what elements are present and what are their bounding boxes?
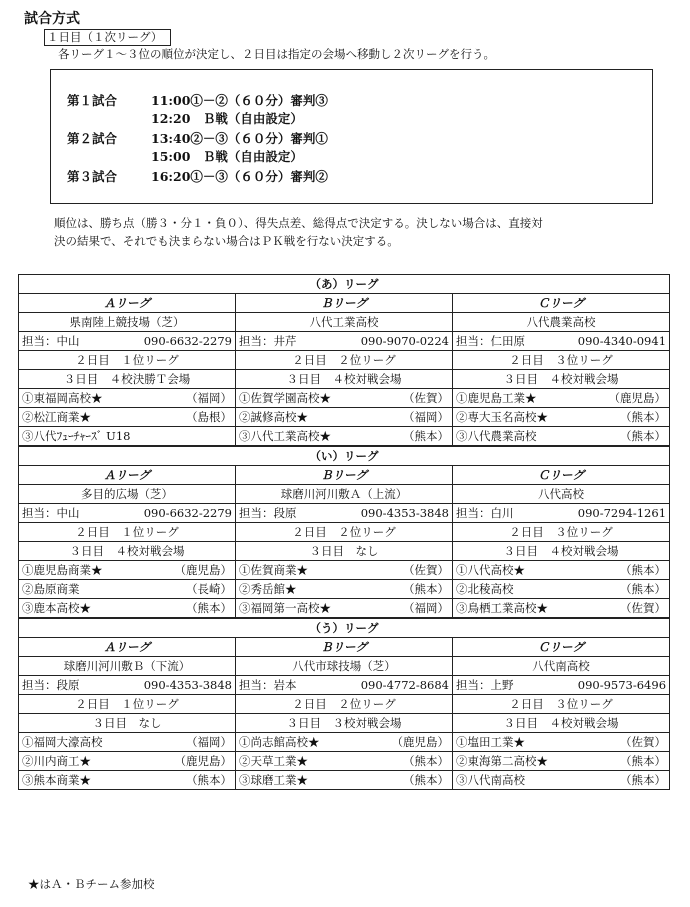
contact-phone: 090-4772-8684 [360,678,449,692]
match-3-row [67,168,328,186]
league-contact [19,676,236,695]
match-2-row [67,130,328,148]
team-prefecture: （福岡） [403,601,449,615]
team-school: ②専大玉名高校★ [456,410,548,424]
team-prefecture: （佐賀） [403,391,449,405]
league-name: Ａリーグ [19,466,236,485]
group-title-row [19,446,670,466]
footnote: ★はＡ・Ｂチーム参加校 [28,877,155,891]
league-day3: ３日目 ３校対戦会場 [236,714,453,733]
league-day3: ３日目 ４校決勝Ｔ会場 [19,370,236,389]
group-title: （う）リーグ [19,618,670,638]
contact-person: 担当：仁田原 [456,334,525,348]
team-cell [236,561,453,580]
group-title-row [19,275,670,294]
team-school: ②北稜高校 [456,582,514,596]
team-cell [19,733,236,752]
team-prefecture: （熊本） [186,601,232,615]
match-1-row [67,92,328,110]
team-row [19,427,670,447]
match-detail: 11:00①－②（６０分）審判③ [151,93,328,108]
league-venue: 八代農業高校 [453,313,670,332]
team-cell [19,561,236,580]
contact-phone: 090-6632-2279 [143,506,232,520]
league-name: Ｂリーグ [236,466,453,485]
match-1-b-row [67,110,303,128]
contact-phone: 090-6632-2279 [143,334,232,348]
day1-label: １日目（１次リーグ） [44,29,171,46]
league-day2-rank: ２日目 １位リーグ [19,523,236,542]
league-day2-rank-row [19,351,670,370]
team-school: ①尚志館高校★ [239,735,320,749]
league-day2-rank: ２日目 ３位リーグ [453,523,670,542]
league-contact [453,676,670,695]
league-day3-row [19,370,670,389]
team-prefecture: （熊本） [403,773,449,787]
team-prefecture: （熊本） [620,563,667,577]
league-day3-row [19,542,670,561]
team-school: ①福岡大濠高校 [22,735,103,749]
team-school: ③八代ﾌｭｰﾁｬｰｽﾞ U18 [22,429,131,443]
team-cell [19,771,236,790]
team-cell [453,599,670,619]
league-venue: 八代高校 [453,485,670,504]
league-day2-rank: ２日目 ３位リーグ [453,351,670,370]
team-school: ③球磨工業★ [239,773,308,787]
section-heading: 試合方式 [24,11,80,27]
team-prefecture: （鹿児島） [174,754,232,768]
team-prefecture: （熊本） [403,582,449,596]
league-name: Ａリーグ [19,294,236,313]
team-school: ③福岡第一高校★ [239,601,331,615]
league-venue: 八代南高校 [453,657,670,676]
contact-phone: 090-9070-0224 [360,334,449,348]
team-school: ①八代高校★ [456,563,525,577]
league-venue: 県南陸上競技場（芝） [19,313,236,332]
league-day3: ３日目 ４校対戦会場 [19,542,236,561]
team-school: ①鹿児島工業★ [456,391,537,405]
team-cell [19,580,236,599]
league-venue: 球磨川河川敷Ｂ（下流） [19,657,236,676]
contact-person: 担当：井芹 [239,334,297,348]
league-name: Ａリーグ [19,638,236,657]
match-b-detail: 15:00 Ｂ戦（自由設定） [151,149,303,164]
team-row [19,771,670,790]
match-2-b-row [67,148,303,166]
team-cell [236,389,453,408]
team-prefecture: （熊本） [620,429,667,443]
team-school: ③熊本商業★ [22,773,91,787]
contact-person: 担当：中山 [22,506,80,520]
team-cell [236,599,453,619]
team-cell [236,580,453,599]
team-prefecture: （佐賀） [403,563,449,577]
league-name-row [19,294,670,313]
team-prefecture: （熊本） [620,410,667,424]
league-day3: ３日目 ４校対戦会場 [453,714,670,733]
league-day2-rank-row [19,523,670,542]
team-school: ③鳥栖工業高校★ [456,601,548,615]
team-prefecture: （佐賀） [620,735,667,749]
team-school: ②秀岳館★ [239,582,297,596]
league-name: Ｃリーグ [453,638,670,657]
match-label: 第２試合 [67,131,118,146]
team-cell [19,408,236,427]
match-detail: 16:20①－③（６０分）審判② [151,169,328,184]
team-cell [19,752,236,771]
team-school: ③鹿本高校★ [22,601,91,615]
team-school: ①佐賀商業★ [239,563,308,577]
contact-person: 担当：段原 [22,678,80,692]
match-b-detail: 12:20 Ｂ戦（自由設定） [151,111,303,126]
team-row [19,733,670,752]
team-cell [236,408,453,427]
team-cell [453,408,670,427]
league-contact [236,676,453,695]
league-venue: 球磨川河川敷Ａ（上流） [236,485,453,504]
league-venue-row [19,313,670,332]
team-row [19,599,670,619]
team-prefecture: （熊本） [620,582,667,596]
group-title: （あ）リーグ [19,275,670,294]
team-prefecture: （福岡） [403,410,449,424]
ranking-note [54,214,684,250]
team-school: ②東海第二高校★ [456,754,548,768]
league-contact [453,332,670,351]
match-label: 第３試合 [67,169,118,184]
league-day2-rank: ２日目 ２位リーグ [236,695,453,714]
team-row [19,580,670,599]
league-day3: ３日目 ４校対戦会場 [453,542,670,561]
league-day3: ３日目 ４校対戦会場 [236,370,453,389]
team-cell [19,599,236,619]
team-cell [453,389,670,408]
contact-phone: 090-7294-1261 [577,506,667,520]
team-prefecture: （福岡） [186,391,232,405]
league-table [18,274,670,790]
team-school: ①東福岡高校★ [22,391,103,405]
league-contact [19,504,236,523]
team-cell [236,752,453,771]
league-contact [19,332,236,351]
team-prefecture: （島根） [186,410,232,424]
team-school: ①塩田工業★ [456,735,525,749]
contact-phone: 090-4353-3848 [143,678,232,692]
team-school: ③八代工業高校★ [239,429,331,443]
team-prefecture: （鹿児島） [608,391,667,405]
league-contact [453,504,670,523]
team-cell [19,427,236,447]
contact-phone: 090-9573-6496 [577,678,667,692]
match-schedule-box [50,69,653,204]
team-cell [19,389,236,408]
league-day2-rank-row [19,695,670,714]
league-venue-row [19,657,670,676]
group-title-row [19,618,670,638]
team-cell [236,771,453,790]
team-row [19,561,670,580]
league-day3: ３日目 ４校対戦会場 [453,370,670,389]
league-contact-row [19,332,670,351]
team-prefecture: （熊本） [620,773,667,787]
league-day3-row [19,714,670,733]
league-day3: ３日目 なし [236,542,453,561]
league-name: Ｂリーグ [236,294,453,313]
league-day2-rank: ２日目 ３位リーグ [453,695,670,714]
team-row [19,752,670,771]
contact-person: 担当：段原 [239,506,297,520]
league-day2-rank: ２日目 ２位リーグ [236,351,453,370]
contact-person: 担当：中山 [22,334,80,348]
intro-text: 各リーグ１～３位の順位が決定し、２日目は指定の会場へ移動し２次リーグを行う。 [58,47,495,61]
league-contact [236,332,453,351]
team-prefecture: （熊本） [186,773,232,787]
contact-person: 担当：上野 [456,678,514,692]
league-name-row [19,466,670,485]
contact-person: 担当：岩本 [239,678,297,692]
team-row [19,408,670,427]
contact-phone: 090-4353-3848 [360,506,449,520]
contact-phone: 090-4340-0941 [577,334,667,348]
league-day2-rank: ２日目 ２位リーグ [236,523,453,542]
ranking-note-line: 決の結果で、それでも決まらない場合はＰＫ戦を行ない決定する。 [54,234,399,248]
match-label: 第１試合 [67,93,118,108]
league-name: Ｂリーグ [236,638,453,657]
team-school: ②松江商業★ [22,410,91,424]
contact-person: 担当：白川 [456,506,514,520]
team-cell [236,427,453,447]
team-prefecture: （鹿児島） [391,735,449,749]
team-school: ①鹿児島商業★ [22,563,103,577]
team-prefecture: （福岡） [186,735,232,749]
league-contact-row [19,676,670,695]
team-cell [453,733,670,752]
team-school: ②川内商工★ [22,754,91,768]
league-venue: 八代市球技場（芝） [236,657,453,676]
team-row [19,389,670,408]
ranking-note-line: 順位は、勝ち点（勝３・分１・負０）、得失点差、総得点で決定する。決しない場合は、直接対 [54,216,543,230]
league-venue: 八代工業高校 [236,313,453,332]
team-cell [453,752,670,771]
team-prefecture: （熊本） [403,429,449,443]
league-venue: 多目的広場（芝） [19,485,236,504]
league-contact [236,504,453,523]
league-contact-row [19,504,670,523]
league-venue-row [19,485,670,504]
league-day3: ３日目 なし [19,714,236,733]
team-prefecture: （長崎） [186,582,232,596]
match-detail: 13:40②－③（６０分）審判① [151,131,328,146]
team-school: ③八代南高校 [456,773,525,787]
league-name: Ｃリーグ [453,294,670,313]
league-name-row [19,638,670,657]
team-prefecture: （熊本） [403,754,449,768]
team-school: ③八代農業高校 [456,429,537,443]
group-title: （い）リーグ [19,446,670,466]
team-prefecture: （熊本） [620,754,667,768]
league-name: Ｃリーグ [453,466,670,485]
league-day2-rank: ２日目 １位リーグ [19,351,236,370]
team-school: ②天草工業★ [239,754,308,768]
team-school: ②島原商業 [22,582,80,596]
team-school: ①佐賀学園高校★ [239,391,331,405]
team-school: ②誠修高校★ [239,410,308,424]
team-cell [453,771,670,790]
league-day2-rank: ２日目 １位リーグ [19,695,236,714]
team-cell [453,427,670,447]
team-prefecture: （佐賀） [620,601,667,615]
team-cell [453,561,670,580]
team-cell [453,580,670,599]
team-prefecture: （鹿児島） [174,563,232,577]
team-cell [236,733,453,752]
